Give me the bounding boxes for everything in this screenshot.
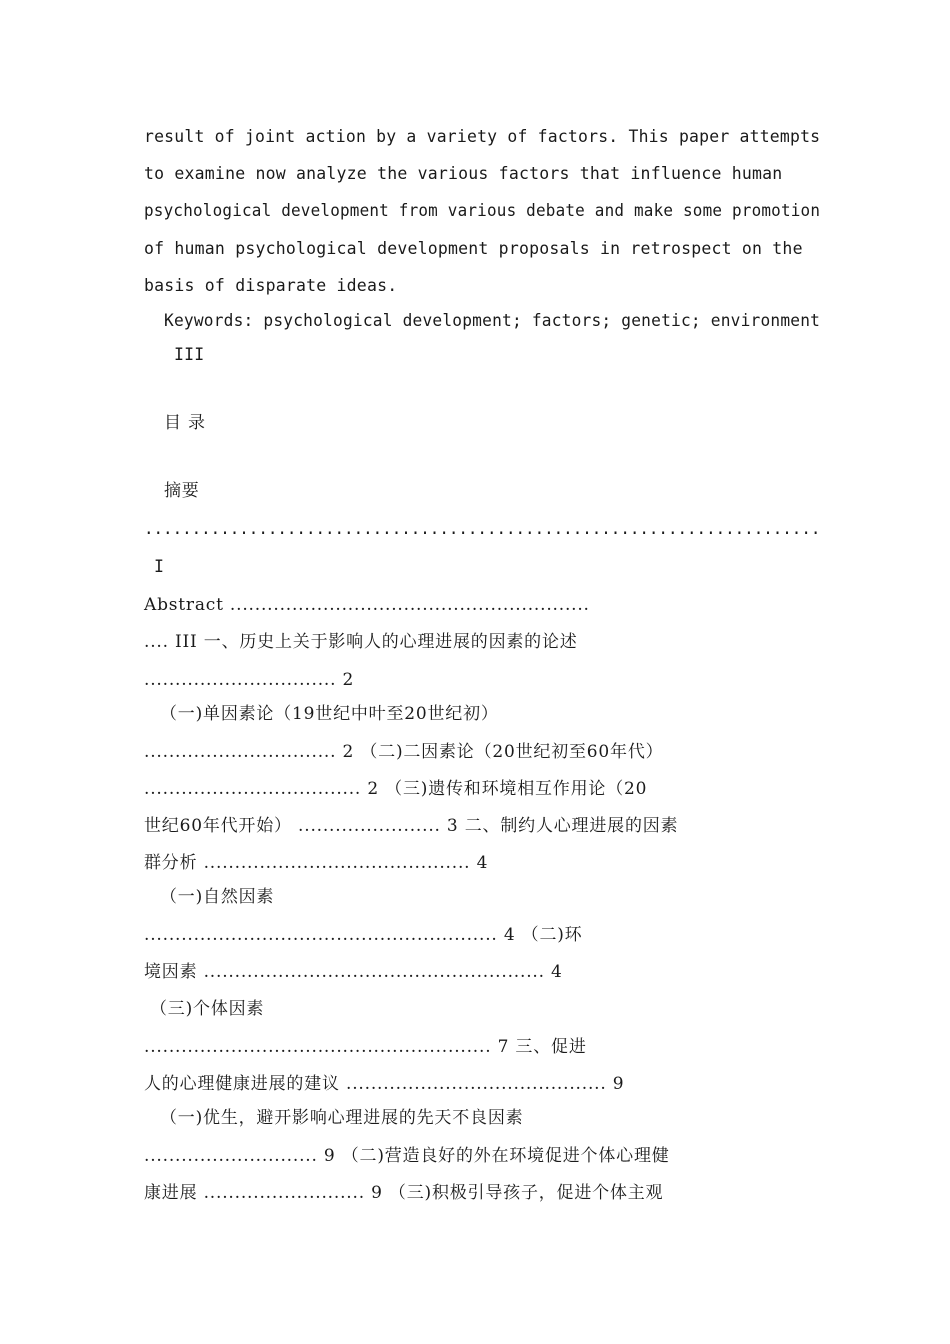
- toc-line-16: ........................................................ 7 三、促进: [144, 1037, 587, 1057]
- abstract-line-3: psychological development from various debate and make some promotion: [144, 201, 821, 220]
- toc-line-17: 人的心理健康进展的建议 .......................................... 9: [144, 1074, 625, 1094]
- toc-line-2: .......................................................................: [144, 519, 821, 538]
- toc-line-20: 康进展 .......................... 9 （三)积极引导孩子，促进个体主观: [144, 1183, 664, 1203]
- toc-line-1: 摘要: [164, 481, 200, 501]
- toc-line-15: （三)个体因素: [150, 999, 265, 1019]
- toc-line-18: （一)优生，避开影响心理进展的先天不良因素: [160, 1108, 524, 1128]
- abstract-line-2: to examine now analyze the various factors that influence human: [144, 164, 783, 183]
- abstract-line-1: result of joint action by a variety of factors. This paper attempts: [144, 127, 821, 146]
- toc-line-4: Abstract ..........................................................: [144, 595, 590, 615]
- toc-line-14: 境因素 ....................................................... 4: [144, 962, 563, 982]
- page-number: III: [174, 345, 205, 364]
- toc-line-8: ............................... 2 （二)二因素论（20世纪初至60年代）: [144, 742, 664, 762]
- toc-line-6: ............................... 2: [144, 670, 355, 690]
- toc-line-19: ............................ 9 （二)营造良好的外在环境促进个体心理健: [144, 1146, 670, 1166]
- toc-line-12: （一)自然因素: [160, 887, 275, 907]
- toc-line-9: ................................... 2 （三)遗传和环境相互作用论（20: [144, 779, 648, 799]
- toc-line-10: 世纪60年代开始） ....................... 3 二、制约人心理进展的因素: [144, 816, 679, 836]
- toc-line-5: .... III 一、历史上关于影响人的心理进展的因素的论述: [144, 632, 578, 652]
- toc-line-11: 群分析 ........................................... 4: [144, 853, 489, 873]
- abstract-line-5: basis of disparate ideas.: [144, 276, 398, 295]
- keywords-line: Keywords: psychological development; factors; genetic; environment: [164, 311, 821, 330]
- toc-line-7: （一)单因素论（19世纪中叶至20世纪初）: [160, 704, 499, 724]
- toc-title: 目 录: [164, 413, 206, 433]
- toc-line-13: ......................................................... 4 （二)环: [144, 925, 583, 945]
- abstract-line-4: of human psychological development proposals in retrospect on the: [144, 239, 803, 258]
- toc-line-3: I: [154, 557, 165, 576]
